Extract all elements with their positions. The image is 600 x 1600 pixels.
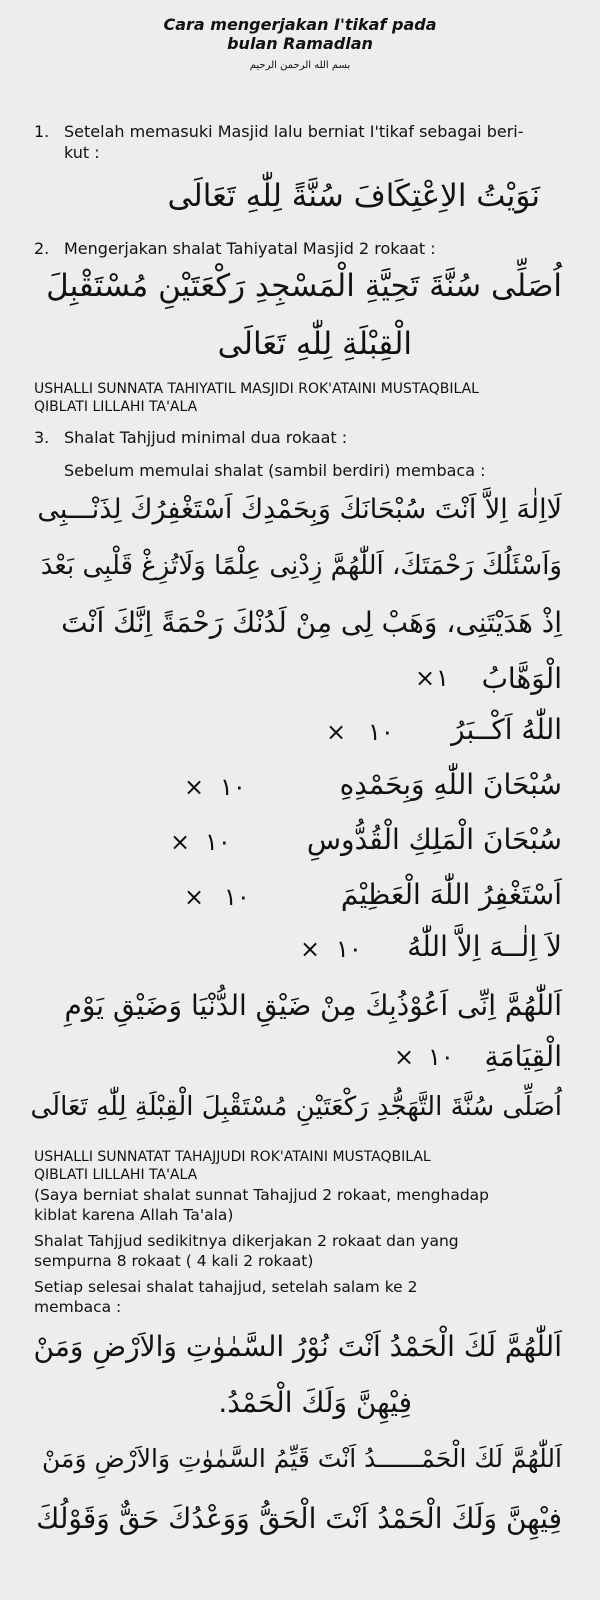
tahajjud-niat-latin-line-2: QIBLATI LILLAHI TA'ALA [34,1167,198,1183]
title-line-1: Cara mengerjakan I'tikaf pada [163,15,437,34]
dua2-count-number: ١٠ [428,1043,454,1071]
closing-line-3: اَللّٰهُمَّ لَكَ الْحَمْــــــدُ اَنْتَ قَيِّمُ السَّمٰوٰتِ وَالاَرْضِ وَمَنْ [42,1444,562,1473]
dua2-line-2: الْقِيَامَةِ [484,1040,562,1073]
dua-line-3: اِذْ هَدَيْتَنِى، وَهَبْ لِى مِنْ لَدُنْكَ رَحْمَةً اِنَّكَ اَنْتَ [61,606,562,639]
count-1-number: ١ [436,664,449,692]
step1-text-line-2: kut : [64,143,100,162]
step1-arabic-niat: نَوَيْتُ الاِعْتِكَافَ سُنَّةً لِلّٰهِ تَعَالَى [167,178,540,214]
count-3-times: × [184,773,205,801]
count-6-number: ١٠ [336,935,362,963]
translation-line-2: kiblat karena Allah Ta'ala) [34,1206,234,1224]
takbir-phrase: اللّٰهُ اَكْــبَرُ [451,713,562,746]
step1-text-line-1: Setelah memasuki Masjid lalu berniat I'tikaf sebagai beri- [64,122,524,141]
note1-line-1: Shalat Tahjjud sedikitnya dikerjakan 2 rokaat dan yang [34,1232,459,1250]
step2-latin-line-2: QIBLATI LILLAHI TA'ALA [34,399,198,415]
note2-line-2: membaca : [34,1298,122,1316]
closing-line-4: فِيْهِنَّ وَلَكَ الْحَمْدُ اَنْتَ الْحَقُّ وَوَعْدُكَ حَقٌّ وَقَوْلُكَ [36,1502,562,1535]
translation-line-1: (Saya berniat shalat sunnat Tahajjud 2 rokaat, menghadap [34,1186,490,1204]
istighfar-phrase: اَسْتَغْفِرُ اللّٰهَ الْعَظِيْمَ [340,878,562,911]
count-5-number: ١٠ [224,883,250,911]
closing-line-1: اَللّٰهُمَّ لَكَ الْحَمْدُ اَنْتَ نُوْرُ السَّمٰوٰتِ وَالاَرْضِ وَمَنْ [33,1330,562,1363]
tahajjud-niat-latin-line-1: USHALLI SUNNATAT TAHAJJUDI ROK'ATAINI MUSTAQBILAL [34,1149,431,1165]
count-2-times: × [326,718,347,746]
quddus-phrase: سُبْحَانَ الْمَلِكِ الْقُدُّوسِ [306,823,562,856]
tahajjud-niat-arabic: اُصَلِّى سُنَّةَ التَّهَجُّدِ رَكْعَتَيْنِ مُسْتَقْبِلَ الْقِبْلَةِ لِلّٰهِ تَعَالَى [30,1092,562,1122]
step3-number: 3. [34,428,50,447]
step2-number: 2. [34,239,50,258]
dua2-count-times: × [394,1043,415,1071]
step3-intro: Sebelum memulai shalat (sambil berdiri) membaca : [64,461,486,480]
step2-latin-line-1: USHALLI SUNNATA TAHIYATIL MASJIDI ROK'ATAINI MUSTAQBILAL [34,381,479,397]
count-5-times: × [184,883,205,911]
dua2-line-1: اَللّٰهُمَّ اِنِّى اَعُوْذُبِكَ مِنْ ضَيْقِ الدُّنْيَا وَضَيْقِ يَوْمِ [64,989,562,1022]
step2-arabic-line-1: اُصَلِّى سُنَّةَ تَحِيَّةِ الْمَسْجِدِ رَكْعَتَيْنِ مُسْتَقْبِلَ [46,268,562,304]
closing-line-2: فِيْهِنَّ وَلَكَ الْحَمْدُ. [218,1386,412,1419]
count-2-number: ١٠ [368,718,394,746]
count-3-number: ١٠ [220,773,246,801]
tahlil-phrase: لاَ اِلٰــهَ اِلاَّ اللّٰهُ [407,930,562,963]
dua-line-4: الْوَهَّابُ [481,662,562,695]
note1-line-2: sempurna 8 rokaat ( 4 kali 2 rokaat) [34,1252,314,1270]
step2-arabic-line-2: الْقِبْلَةِ لِلّٰهِ تَعَالَى [217,326,412,362]
count-4-times: × [170,828,191,856]
step2-text: Mengerjakan shalat Tahiyatal Masjid 2 rokaat : [64,239,436,258]
step1-number: 1. [34,122,50,141]
count-6-times: × [300,935,321,963]
dua-line-1: لَااِلٰهَ اِلاَّ اَنْتَ سُبْحَانَكَ وَبِحَمْدِكَ اَسْتَغْفِرُكَ لِذَنْـــبِى [37,494,562,525]
count-1-times: × [415,664,436,692]
dua-line-2: وَاَسْئَلُكَ رَحْمَتَكَ، اَللّٰهُمَّ زِدْنِى عِلْمًا وَلَاتُزِغْ قَلْبِى بَعْدَ [40,551,562,581]
tasbih-phrase: سُبْحَانَ اللّٰهِ وَبِحَمْدِهِ [339,768,562,801]
basmalah: بسم الله الرحمن الرحيم [249,60,351,71]
title-line-2: bulan Ramadlan [227,34,373,53]
step3-text: Shalat Tahjjud minimal dua rokaat : [64,428,348,447]
count-4-number: ١٠ [205,828,231,856]
note2-line-1: Setiap selesai shalat tahajjud, setelah salam ke 2 [34,1278,418,1296]
